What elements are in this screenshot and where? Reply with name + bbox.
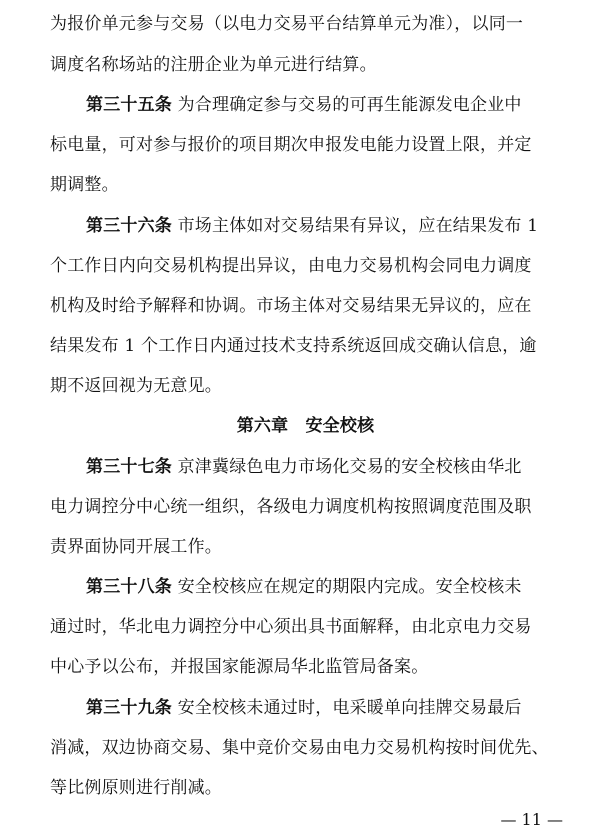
article-37-label: 第三十七条 bbox=[86, 457, 172, 477]
article-35-line-2: 标电量，可对参与报价的项目期次申报发电能力设置上限，并定 bbox=[50, 135, 532, 155]
article-39-line-2: 消减，双边协商交易、集中竞价交易由电力交易机构按时间优先、 bbox=[50, 738, 549, 758]
article-36-first-line bbox=[50, 214, 590, 238]
article-35-first-line bbox=[50, 93, 590, 117]
article-36-line-3: 机构及时给予解释和协调。市场主体对交易结果无异议的，应在 bbox=[50, 296, 532, 316]
article-39-label: 第三十九条 bbox=[86, 698, 172, 718]
article-37-line-3: 责界面协同开展工作。 bbox=[50, 537, 222, 557]
article-36-line-5: 期不返回视为无意见。 bbox=[50, 376, 222, 396]
article-36-line-2: 个工作日内向交易机构提出异议，由电力交易机构会同电力调度 bbox=[50, 256, 532, 276]
article-35-line-3: 期调整。 bbox=[50, 175, 119, 195]
article-38-line-3: 中心予以公布，并报国家能源局华北监管局备案。 bbox=[50, 657, 429, 677]
article-38-label: 第三十八条 bbox=[86, 577, 172, 597]
article-36-line-4: 结果发布 1 个工作日内通过技术支持系统返回成交确认信息，逾 bbox=[50, 336, 537, 356]
article-35-label: 第三十五条 bbox=[86, 95, 172, 115]
continuation-line-1: 为报价单元参与交易（以电力交易平台结算单元为准），以同一 bbox=[50, 14, 524, 34]
article-39-first-text: 安全校核未通过时，电采暖单向挂牌交易最后 bbox=[177, 698, 522, 718]
chapter-title: 第六章 安全校核 bbox=[236, 416, 375, 436]
article-35-first-text: 为合理确定参与交易的可再生能源发电企业中 bbox=[177, 95, 522, 115]
article-37-line-2: 电力调控分中心统一组织，各级电力调度机构按照调度范围及职 bbox=[50, 497, 532, 517]
article-36-first-text: 市场主体如对交易结果有异议，应在结果发布 1 bbox=[177, 216, 539, 236]
article-36-label: 第三十六条 bbox=[86, 216, 172, 236]
article-39-line-3: 等比例原则进行削减。 bbox=[50, 778, 222, 798]
article-38-first-text: 安全校核应在规定的期限内完成。安全校核未 bbox=[177, 577, 522, 597]
article-38-first-line bbox=[50, 575, 590, 599]
continuation-line-2: 调度名称场站的注册企业为单元进行结算。 bbox=[50, 55, 377, 75]
article-37-first-line bbox=[50, 455, 590, 479]
article-39-first-line bbox=[50, 696, 590, 720]
article-38-line-2: 通过时，华北电力调控分中心须出具书面解释，由北京电力交易 bbox=[50, 617, 532, 637]
page-number: — 11 — bbox=[500, 810, 563, 829]
article-37-first-text: 京津冀绿色电力市场化交易的安全校核由华北 bbox=[177, 457, 522, 477]
